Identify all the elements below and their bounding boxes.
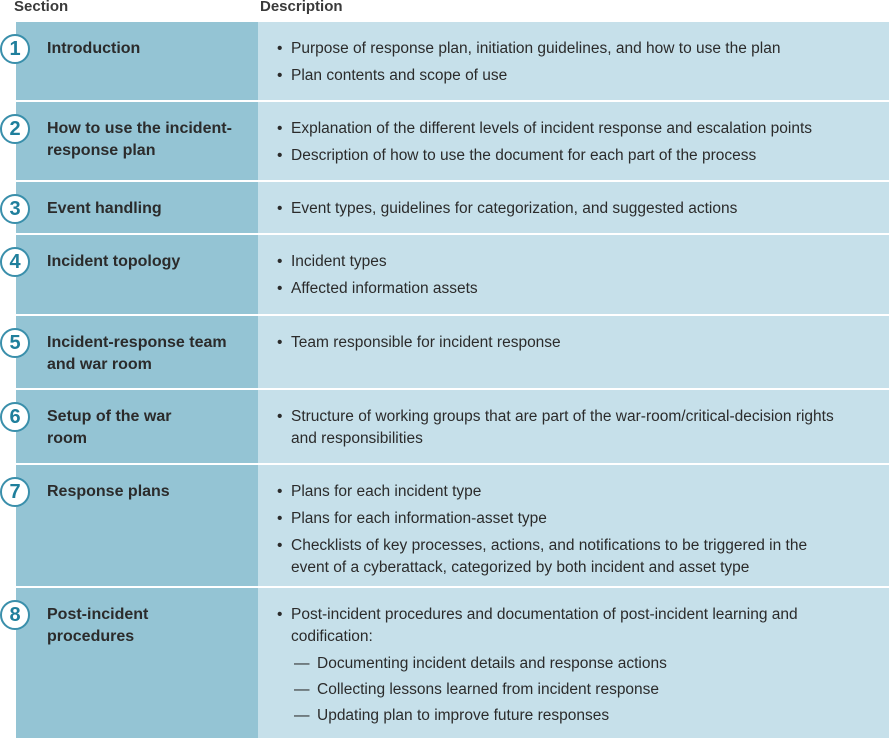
section-title: Introduction xyxy=(47,40,141,57)
description-item: • Plans for each information-asset type xyxy=(277,508,842,530)
section-title: Event handling xyxy=(47,200,162,217)
section-title: How to use the incident-response plan xyxy=(47,120,232,159)
section-title: Response plans xyxy=(47,483,170,500)
description-subitem: — Updating plan to improve future responses xyxy=(277,705,832,727)
description-subitem: — Documenting incident details and response actions xyxy=(277,653,832,675)
description-list xyxy=(277,332,879,359)
description-item: • Purpose of response plan, initiation guidelines, and how to use the plan xyxy=(277,38,879,60)
table-row-incident-response-team xyxy=(0,316,889,388)
description-item: • Post-incident procedures and documentation of post-incident learning and codification: xyxy=(277,604,832,648)
table-row-post-incident xyxy=(0,588,889,738)
table-row-how-to-use xyxy=(0,102,889,180)
section-title: Incident topology xyxy=(47,253,181,270)
section-title: Setup of the war room xyxy=(47,408,172,447)
section-number-badge: 4 xyxy=(0,247,30,277)
table-row-response-plans xyxy=(0,465,889,586)
description-item: • Plan contents and scope of use xyxy=(277,65,879,87)
description-list xyxy=(277,198,879,225)
description-list xyxy=(277,118,879,172)
section-column-header: Section xyxy=(14,0,69,15)
section-number-badge: 6 xyxy=(0,402,30,432)
description-item: • Explanation of the different levels of incident response and escalation points xyxy=(277,118,879,140)
section-number-badge: 2 xyxy=(0,114,30,144)
section-cell xyxy=(16,235,258,314)
section-number-badge: 1 xyxy=(0,34,30,64)
section-number-badge: 7 xyxy=(0,477,30,507)
table-row-war-room-setup xyxy=(0,390,889,463)
section-number-badge: 5 xyxy=(0,328,30,358)
description-list xyxy=(277,604,832,731)
description-list xyxy=(277,481,842,584)
table-row-introduction xyxy=(0,22,889,100)
section-cell xyxy=(16,22,258,100)
table-row-incident-topology xyxy=(0,235,889,314)
description-item: • Incident types xyxy=(277,251,879,273)
description-item: • Affected information assets xyxy=(277,278,879,300)
section-number-badge: 3 xyxy=(0,194,30,224)
section-title: Incident-response team and war room xyxy=(47,334,227,373)
section-number-badge: 8 xyxy=(0,600,30,630)
description-item: • Description of how to use the document for each part of the process xyxy=(277,145,879,167)
description-item: • Checklists of key processes, actions, and notifications to be triggered in the event of a cyberattack, categorized by both incident and asset type xyxy=(277,535,842,579)
description-column-header: Description xyxy=(260,0,343,15)
description-list xyxy=(277,406,857,455)
description-list xyxy=(277,38,879,92)
table-row-event-handling xyxy=(0,182,889,233)
table-header xyxy=(0,0,889,22)
description-item: • Structure of working groups that are part of the war-room/critical-decision rights and responsibilities xyxy=(277,406,857,450)
description-item: • Team responsible for incident response xyxy=(277,332,879,354)
description-item: • Event types, guidelines for categorization, and suggested actions xyxy=(277,198,879,220)
section-title: Post-incident procedures xyxy=(47,606,149,645)
description-list xyxy=(277,251,879,305)
description-subitem: — Collecting lessons learned from incident response xyxy=(277,679,832,701)
description-item: • Plans for each incident type xyxy=(277,481,842,503)
